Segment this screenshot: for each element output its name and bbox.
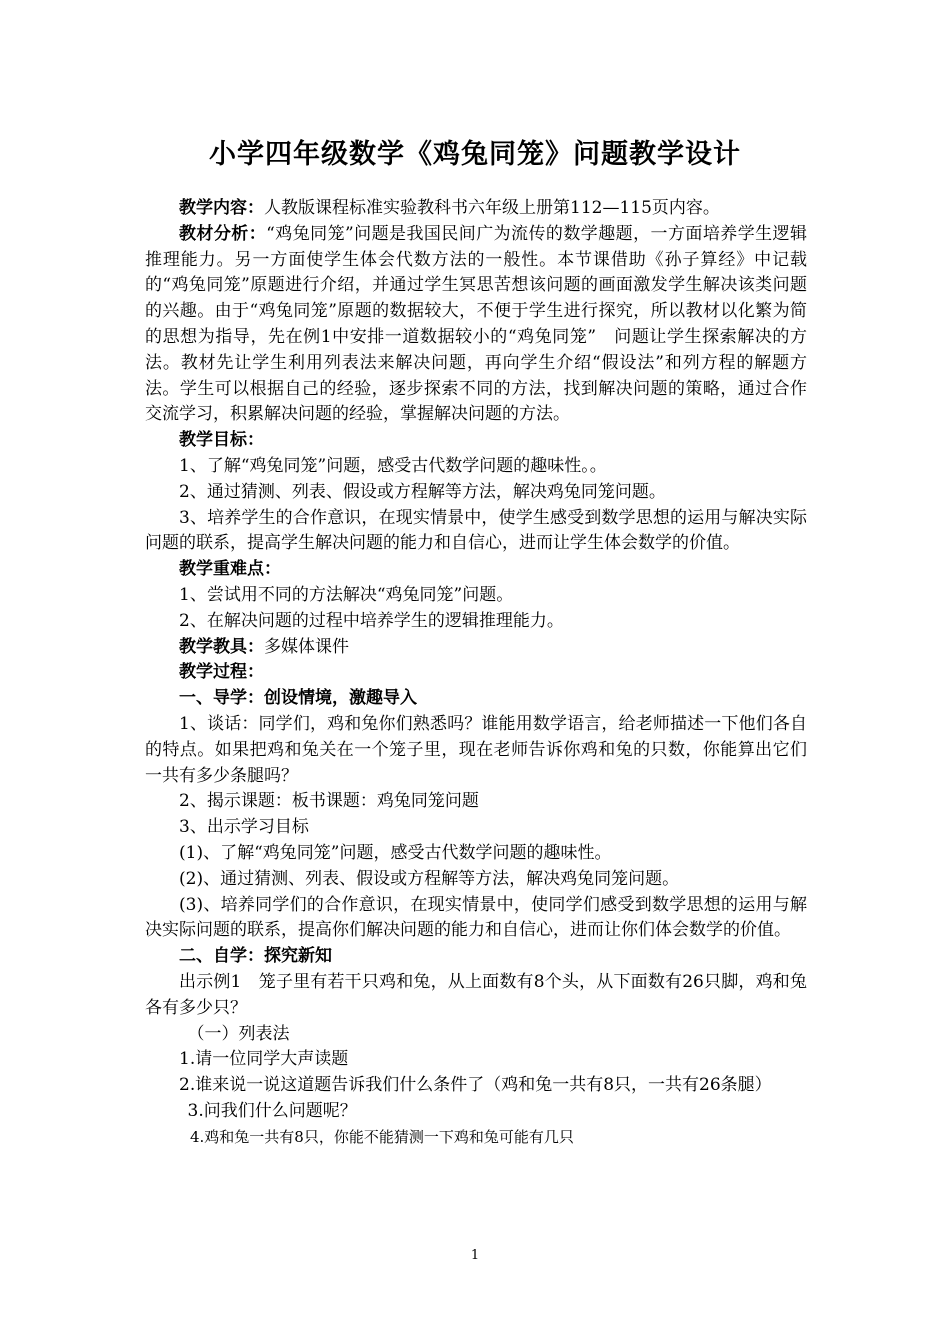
key-points-label: 教学重难点：: [179, 559, 281, 580]
material-analysis-text: “鸡兔同笼”问题是我国民间广为流传的数学趣题，一方面培养学生逻辑推理能力。另一方面使学生体会代数方法的一般性。本节课借助《孙子算经》中记载的“鸡兔同笼”原题进行介绍，并通过学生冥思苦想该问题的画面激发学生解决该类问题的兴趣。由于“鸡兔同笼”原题的数据较大，不便于学生进行探究，所以教材以化繁为简的思想为指导，先在例1中安排一道数据较小的“鸡兔同笼” 问题让学生探索解决的方法。教材先让学生利用列表法来解决问题，再向学生介绍“假设法”和列方程的解题方法。学生可以根据自己的经验，逐步探索不同的方法，找到解决问题的策略，通过合作交流学习，积累解决问题的经验，掌握解决问题的方法。: [145, 223, 807, 425]
teaching-content-label: 教学内容：: [179, 198, 264, 218]
method-1: （一）列表法: [187, 1023, 290, 1044]
example-1: 出示例1 笼子里有若干只鸡和兔，从上面数有8个头，从下面数有26只脚，鸡和兔各有多少只？: [145, 971, 807, 1018]
goal-2: 2、通过猜测、列表、假设或方程解等方法，解决鸡兔同笼问题。: [179, 481, 666, 502]
s1-item-3: 3、出示学习目标: [179, 817, 309, 838]
goal-3: 3、培养学生的合作意识，在现实情景中，使学生感受到数学思想的运用与解决实际问题的联系，提高学生解决问题的能力和自信心，进而让学生体会数学的价值。: [145, 507, 807, 554]
goal-1: 1、了解“鸡兔同笼”问题，感受古代数学问题的趣味性。。: [179, 455, 607, 476]
tools-label: 教学教具：: [179, 636, 264, 657]
material-analysis-label: 教材分析：: [179, 223, 267, 244]
material-analysis: [145, 222, 807, 428]
key-point-2: 2、在解决问题的过程中培养学生的逻辑推理能力。: [179, 610, 564, 631]
tools-text: 多媒体课件: [264, 636, 349, 657]
section-2-heading: 二、自学：探究新知: [179, 946, 332, 967]
goals-label: 教学目标：: [179, 430, 264, 451]
teaching-content-text: 人教版课程标准实验教科书六年级上册第112—115页内容。: [264, 198, 720, 218]
step-3: 3.问我们什么问题呢？: [187, 1100, 357, 1121]
step-1: 1.请一位同学大声读题: [179, 1049, 349, 1070]
key-point-1: 1、尝试用不同的方法解决“鸡兔同笼”问题。: [179, 584, 514, 605]
document-title: 小学四年级数学《鸡兔同笼》问题教学设计: [209, 139, 741, 170]
s1-item-2: 2、揭示课题：板书课题：鸡兔同笼问题: [179, 791, 479, 812]
s1-sub-1: (1)、了解“鸡兔同笼”问题，感受古代数学问题的趣味性。: [179, 842, 612, 863]
section-1-heading: 一、导学：创设情境，激趣导入: [179, 688, 417, 709]
s1-item-1: 1、谈话：同学们，鸡和兔你们熟悉吗？谁能用数学语言，给老师描述一下他们各自的特点。如果把鸡和兔关在一个笼子里，现在老师告诉你鸡和兔的只数，你能算出它们一共有多少条腿吗？: [145, 713, 807, 786]
step-4: 4.鸡和兔一共有8只，你能不能猜测一下鸡和兔可能有几只: [190, 1127, 574, 1146]
teaching-content: [145, 196, 807, 222]
document-body: [145, 196, 807, 1150]
step-2: 2.谁来说一说这道题告诉我们什么条件了（鸡和兔一共有8只，一共有26条腿）: [179, 1075, 772, 1096]
teaching-tools: [145, 635, 807, 661]
s1-sub-3: (3)、培养同学们的合作意识，在现实情景中，使同学们感受到数学思想的运用与解决实际问题的联系，提高你们解决问题的能力和自信心，进而让你们体会数学的价值。: [145, 894, 807, 941]
page-number: 1: [470, 1248, 480, 1263]
process-label: 教学过程：: [179, 662, 264, 683]
s1-sub-2: (2)、通过猜测、列表、假设或方程解等方法，解决鸡兔同笼问题。: [179, 868, 680, 889]
